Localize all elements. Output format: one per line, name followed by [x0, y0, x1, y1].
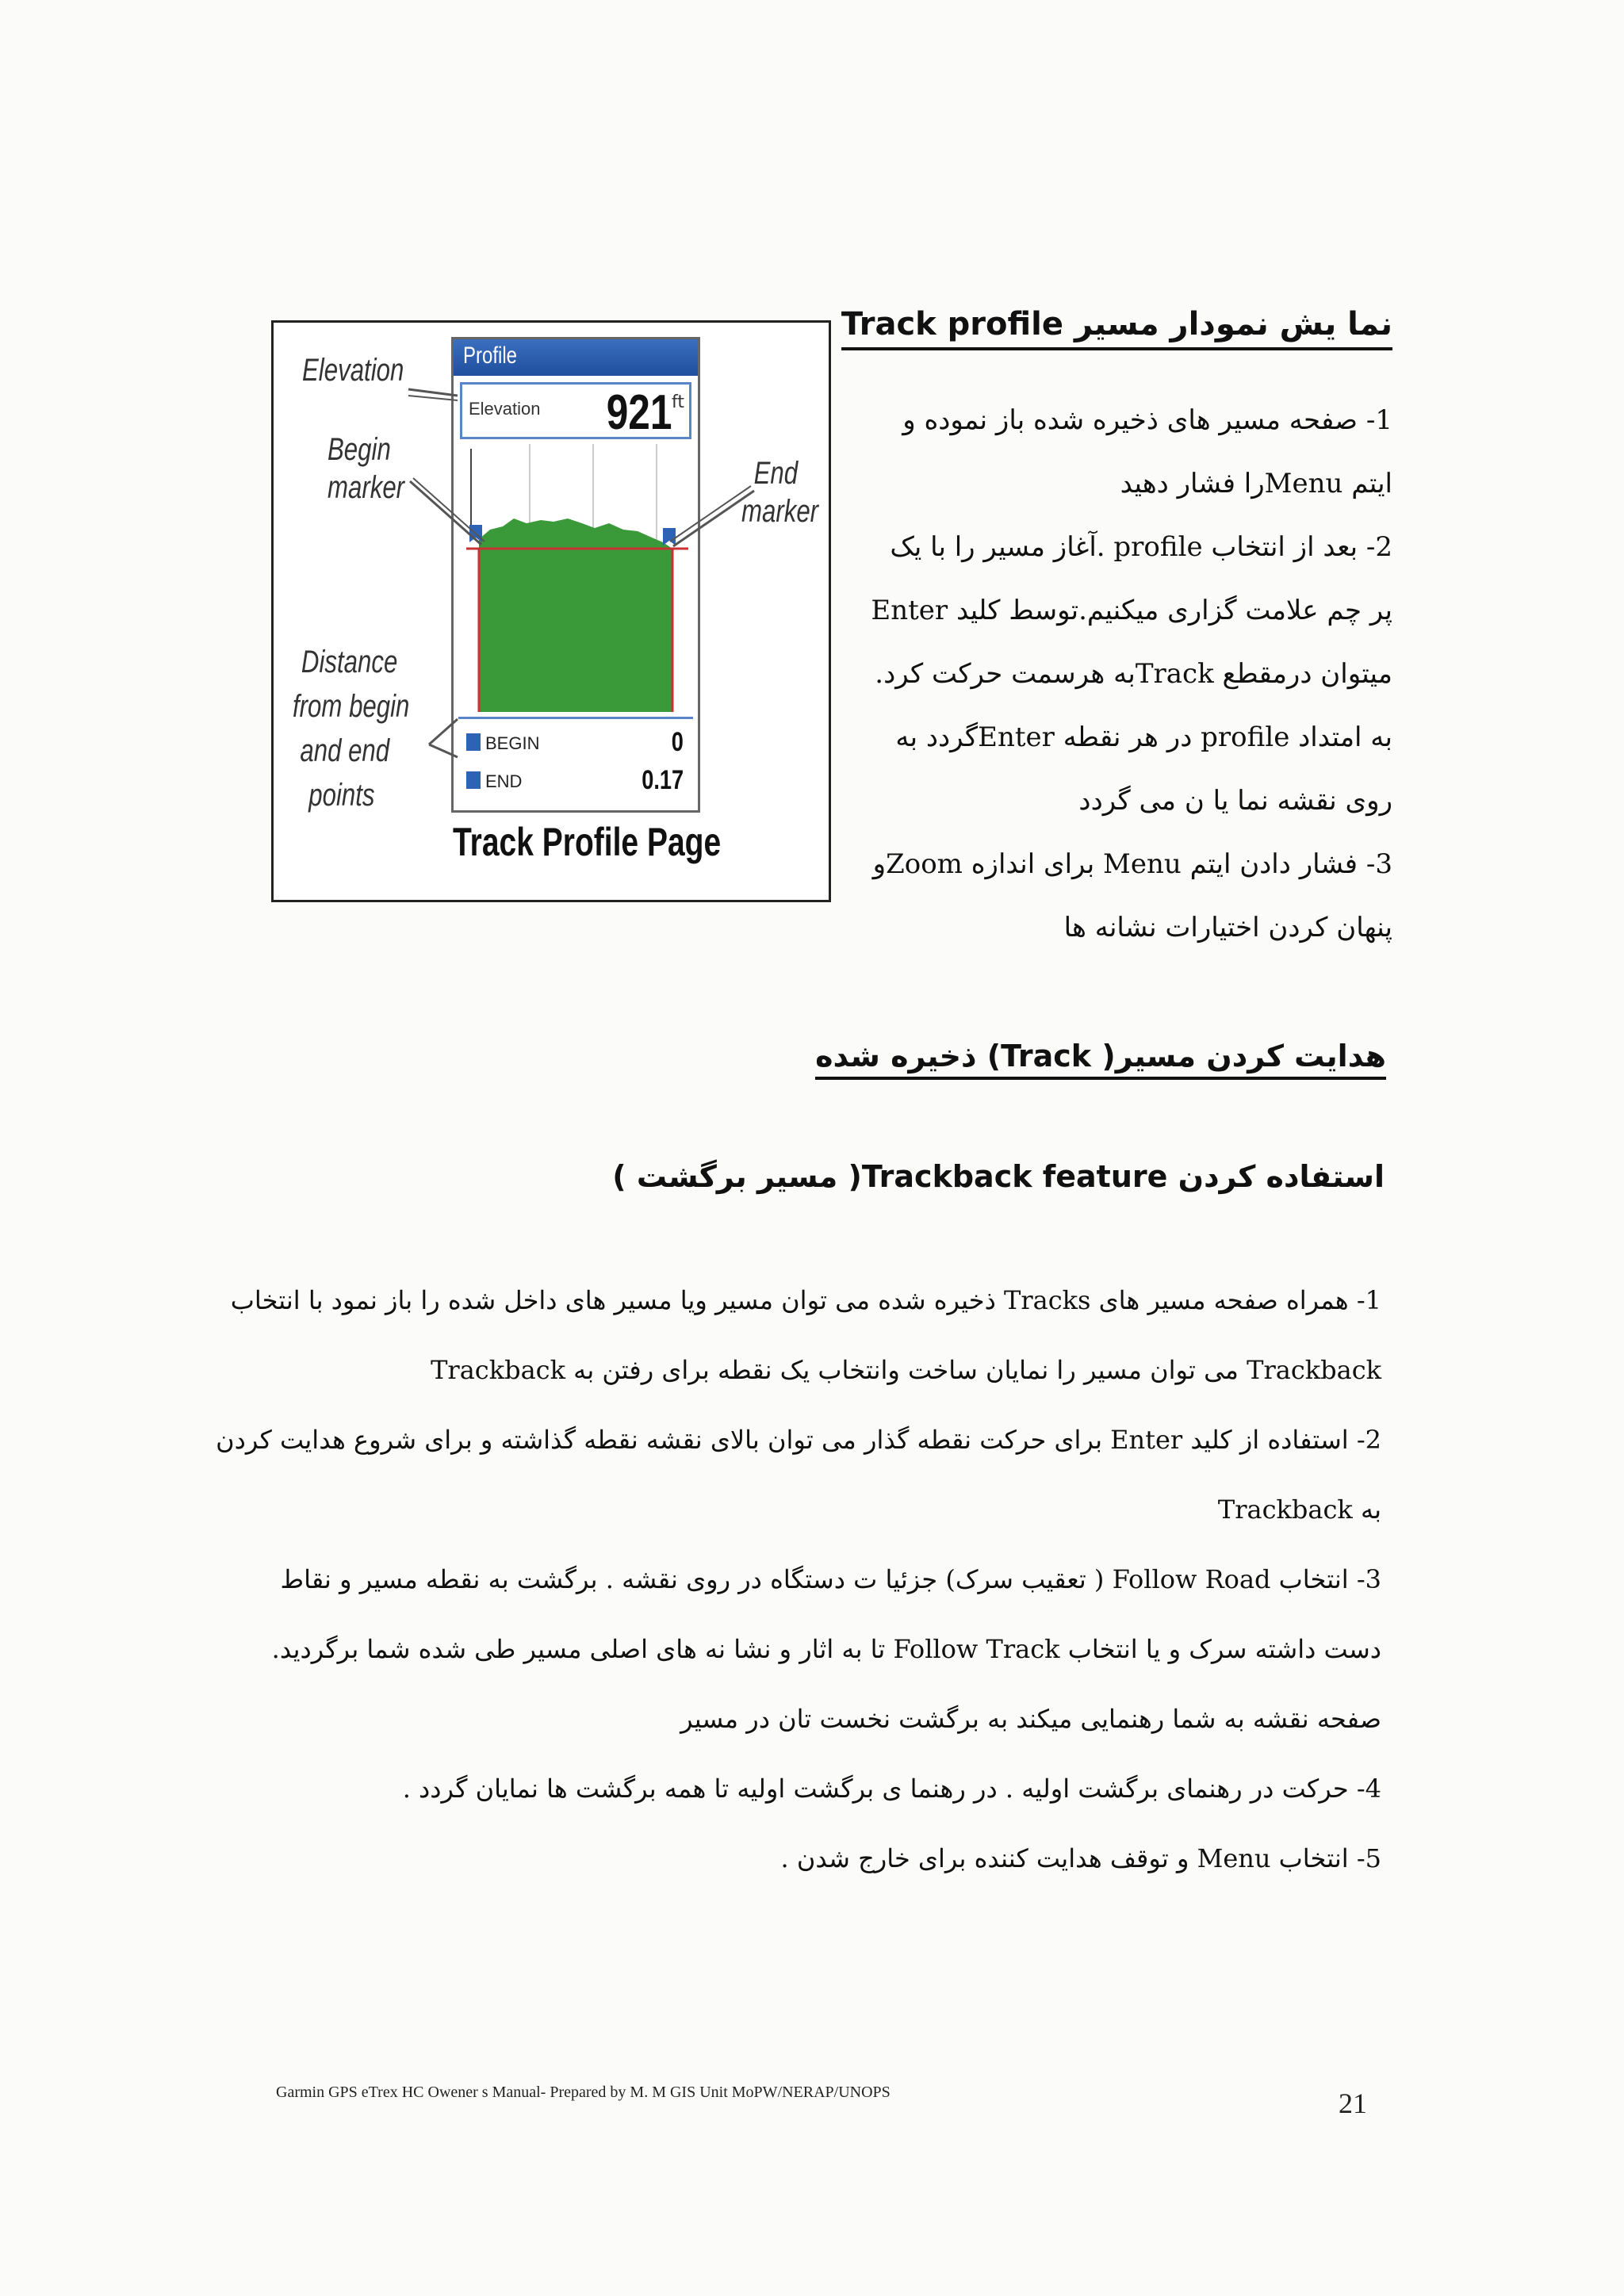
callout-line: marker — [327, 470, 405, 505]
page-number: 21 — [1339, 2087, 1367, 2119]
section-title-track-profile: نما یش نمودار مسیر Track profile — [841, 306, 1392, 350]
step-line: 3- انتخاب Follow Road ( تعقیب سرک) جزئیا ت دستگاه در روی نقشه . برگشت به نقطه مسیر و نقاط — [280, 1564, 1381, 1594]
step-line: 1- صفحه مسیر های ذخیره شده باز نموده و — [902, 404, 1392, 436]
step-line: Trackback می توان مسیر را نمایان ساخت وانتخاب یک نقطه برای رفتن به Trackback — [431, 1355, 1381, 1385]
step-line: 5- انتخاب Menu و توقف هدایت کننده برای خارج شدن . — [780, 1843, 1381, 1873]
figure-caption: Track Profile Page — [453, 820, 722, 864]
begin-label: BEGIN — [485, 733, 540, 753]
callout-line: and end — [300, 733, 390, 768]
track-profile-figure — [271, 320, 831, 902]
elevation-unit: ft — [672, 392, 684, 412]
callout-line: marker — [741, 494, 819, 529]
elevation-value: 921 — [606, 385, 672, 440]
track-profile-steps — [822, 388, 1392, 959]
pointer-line — [410, 481, 481, 545]
elevation-label: Elevation — [469, 399, 541, 419]
pointer-line — [413, 478, 485, 541]
callout-pointers — [274, 323, 829, 900]
begin-value: 0 — [671, 727, 684, 757]
end-label: END — [485, 771, 523, 791]
step-line: روی نقشه نما یا ن می گردد — [1078, 785, 1392, 817]
step-line: ایتم Menuرا فشار دهید — [1120, 468, 1392, 499]
footer-text: Garmin GPS eTrex HC Owener s Manual- Prepared by M. M GIS Unit MoPW/NERAP/UNOPS — [276, 2084, 891, 2101]
callout-line: Begin — [327, 432, 391, 467]
step-line: صفحه نقشه به شما رهنمایی میکند به برگشت نخست تان در مسیر — [680, 1704, 1381, 1734]
pointer-line — [673, 491, 754, 546]
step-line: میتوان درمقطع Trackبه هرسمت حرکت کرد. — [875, 658, 1392, 690]
step-line: 2- استفاده از کلید Enter برای حرکت نقطه گذار می توان بالای نقشه نقطه گذاشته و برای شروع هدایت کردن — [216, 1425, 1381, 1455]
callout-line: points — [308, 778, 375, 813]
end-value: 0.17 — [642, 765, 684, 795]
pointer-line — [429, 744, 458, 757]
step-line: 1- همراه صفحه مسیر های Tracks ذخیره شده می توان مسیر ویا مسیر های داخل شده را باز نمود با انتخاب — [230, 1285, 1381, 1315]
callout-line: Distance — [301, 645, 398, 679]
callout-elevation: Elevation — [302, 353, 404, 388]
step-line: به Trackback — [1217, 1494, 1381, 1525]
section-subtitle-trackback-feature: استفاده کردن Trackback feature( مسیر برگشت ) — [612, 1159, 1385, 1194]
pointer-line — [429, 719, 458, 744]
screen-header-title: Profile — [463, 342, 518, 369]
step-line: 4- حرکت در رهنمای برگشت اولیه . در رهنما ی برگشت اولیه تا همه برگشت ها نمایان گردد . — [402, 1774, 1381, 1804]
pointer-line — [670, 486, 751, 541]
step-line: 3- فشار دادن ایتم Menu برای اندازه Zoomو — [872, 848, 1392, 880]
step-line: دست داشته سرک و یا انتخاب Follow Track تا به اثار و نشا نه های اصلی مسیر طی شده شما برگردید. — [271, 1634, 1381, 1664]
trackback-steps — [216, 1265, 1381, 1893]
step-line: 2- بعد از انتخاب profile .آغاز مسیر را با یک — [890, 531, 1392, 563]
step-line: پنهان کردن اختیارات نشانه ها — [1063, 912, 1392, 943]
callout-line: End — [753, 456, 799, 491]
callout-line: from begin — [293, 689, 410, 724]
section-title-trackback: هدایت کردن مسیر( Track) ذخیره شده — [815, 1039, 1386, 1080]
step-line: به امتداد profile در هر نقطه Enterگردد به — [895, 721, 1392, 753]
pointer-line — [408, 389, 458, 396]
step-line: پر چم علامت گزاری میکنیم.توسط کلید Enter — [871, 595, 1392, 626]
pointer-line — [408, 396, 458, 400]
